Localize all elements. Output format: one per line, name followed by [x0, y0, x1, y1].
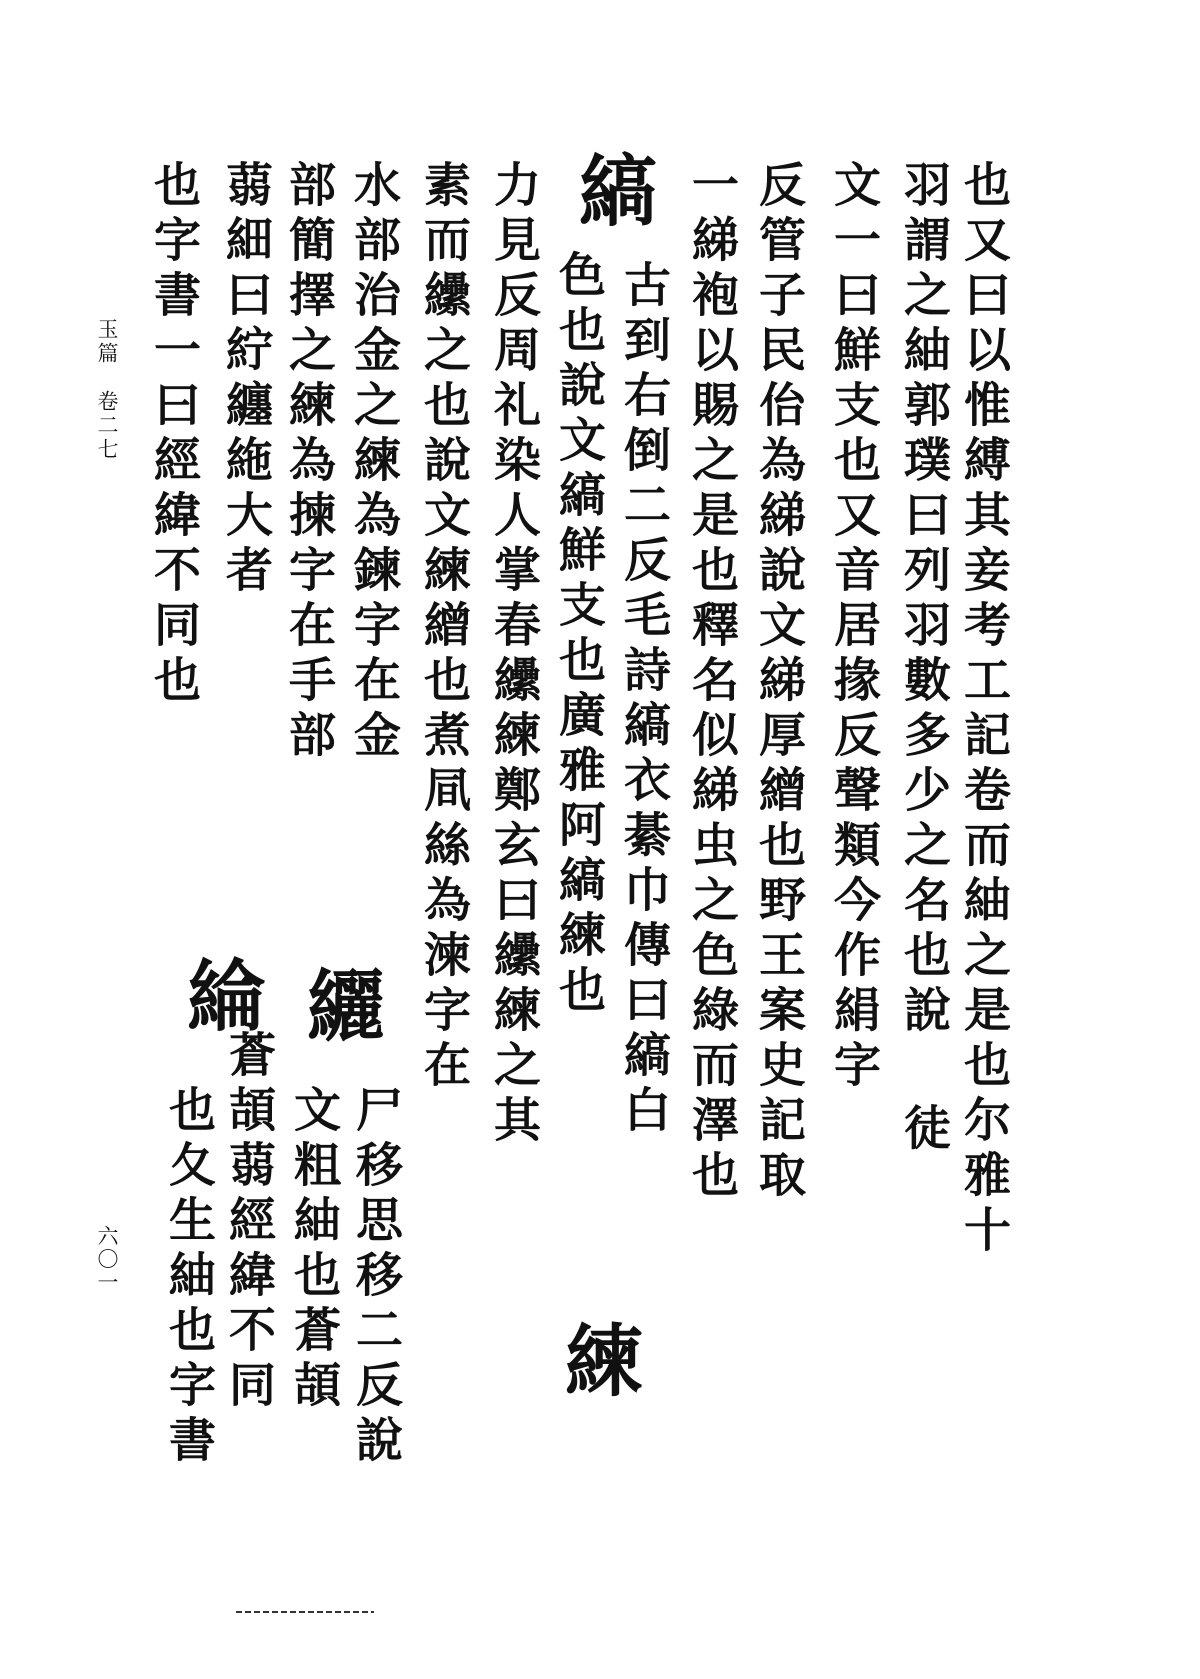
- text-column-10-tail: 尸移思移二反說: [348, 1085, 403, 1470]
- bottom-scan-mark: [236, 1611, 374, 1613]
- text-column-7: 色也說文縞鮮支也廣雅阿縞練也: [551, 250, 606, 1020]
- text-column-11-tail: 文粗紬也蒼頡: [286, 1085, 341, 1415]
- head-character-gao: 縞: [566, 150, 657, 232]
- text-column-6: 古到右倒二反毛詩縞衣綦巾傳曰縞白: [616, 260, 671, 1140]
- text-column-2: 羽謂之紬郭璞曰列羽數多少之名也說 徒: [896, 160, 951, 1158]
- text-column-3: 文一曰鮮支也又音居掾反聲類今作絹字: [826, 160, 881, 1095]
- text-column-8: 力見反周礼染人掌春纝練鄭玄曰纝練之其: [486, 160, 541, 1150]
- head-character-lian: 練: [552, 1320, 643, 1402]
- text-column-14: 也字書一曰經緯不同也: [146, 160, 201, 710]
- text-column-10: 水部治金之練為鍊字在金: [346, 160, 401, 765]
- margin-page-number: 六〇一: [95, 1225, 119, 1294]
- text-column-4: 反管子民佁為綈說文綈厚繒也野王案史記取: [751, 160, 806, 1205]
- text-column-5: 一綈袍以賜之是也釋名似綈虫之色綠而澤也: [684, 160, 739, 1205]
- text-column-12: 蒻細曰紵纏絁大者: [218, 160, 273, 600]
- text-column-1: 也又曰以惟縛其妾考工記卷而紬之是也尔雅十: [956, 160, 1011, 1260]
- head-character-lun: 綸: [174, 955, 265, 1037]
- head-character-li: 纚: [294, 965, 385, 1047]
- margin-book-title: 玉篇 卷二七: [95, 318, 119, 462]
- text-column-11: 部簡擇之練為揀字在手部: [281, 160, 336, 765]
- text-column-13-tail: 也夂生紬也字書: [161, 1085, 216, 1470]
- text-column-9: 素而纝之也說文練繒也煮凬絲為湅字在: [416, 160, 471, 1095]
- text-column-12-tail: 蒼頡蒻經緯不同: [221, 1030, 276, 1415]
